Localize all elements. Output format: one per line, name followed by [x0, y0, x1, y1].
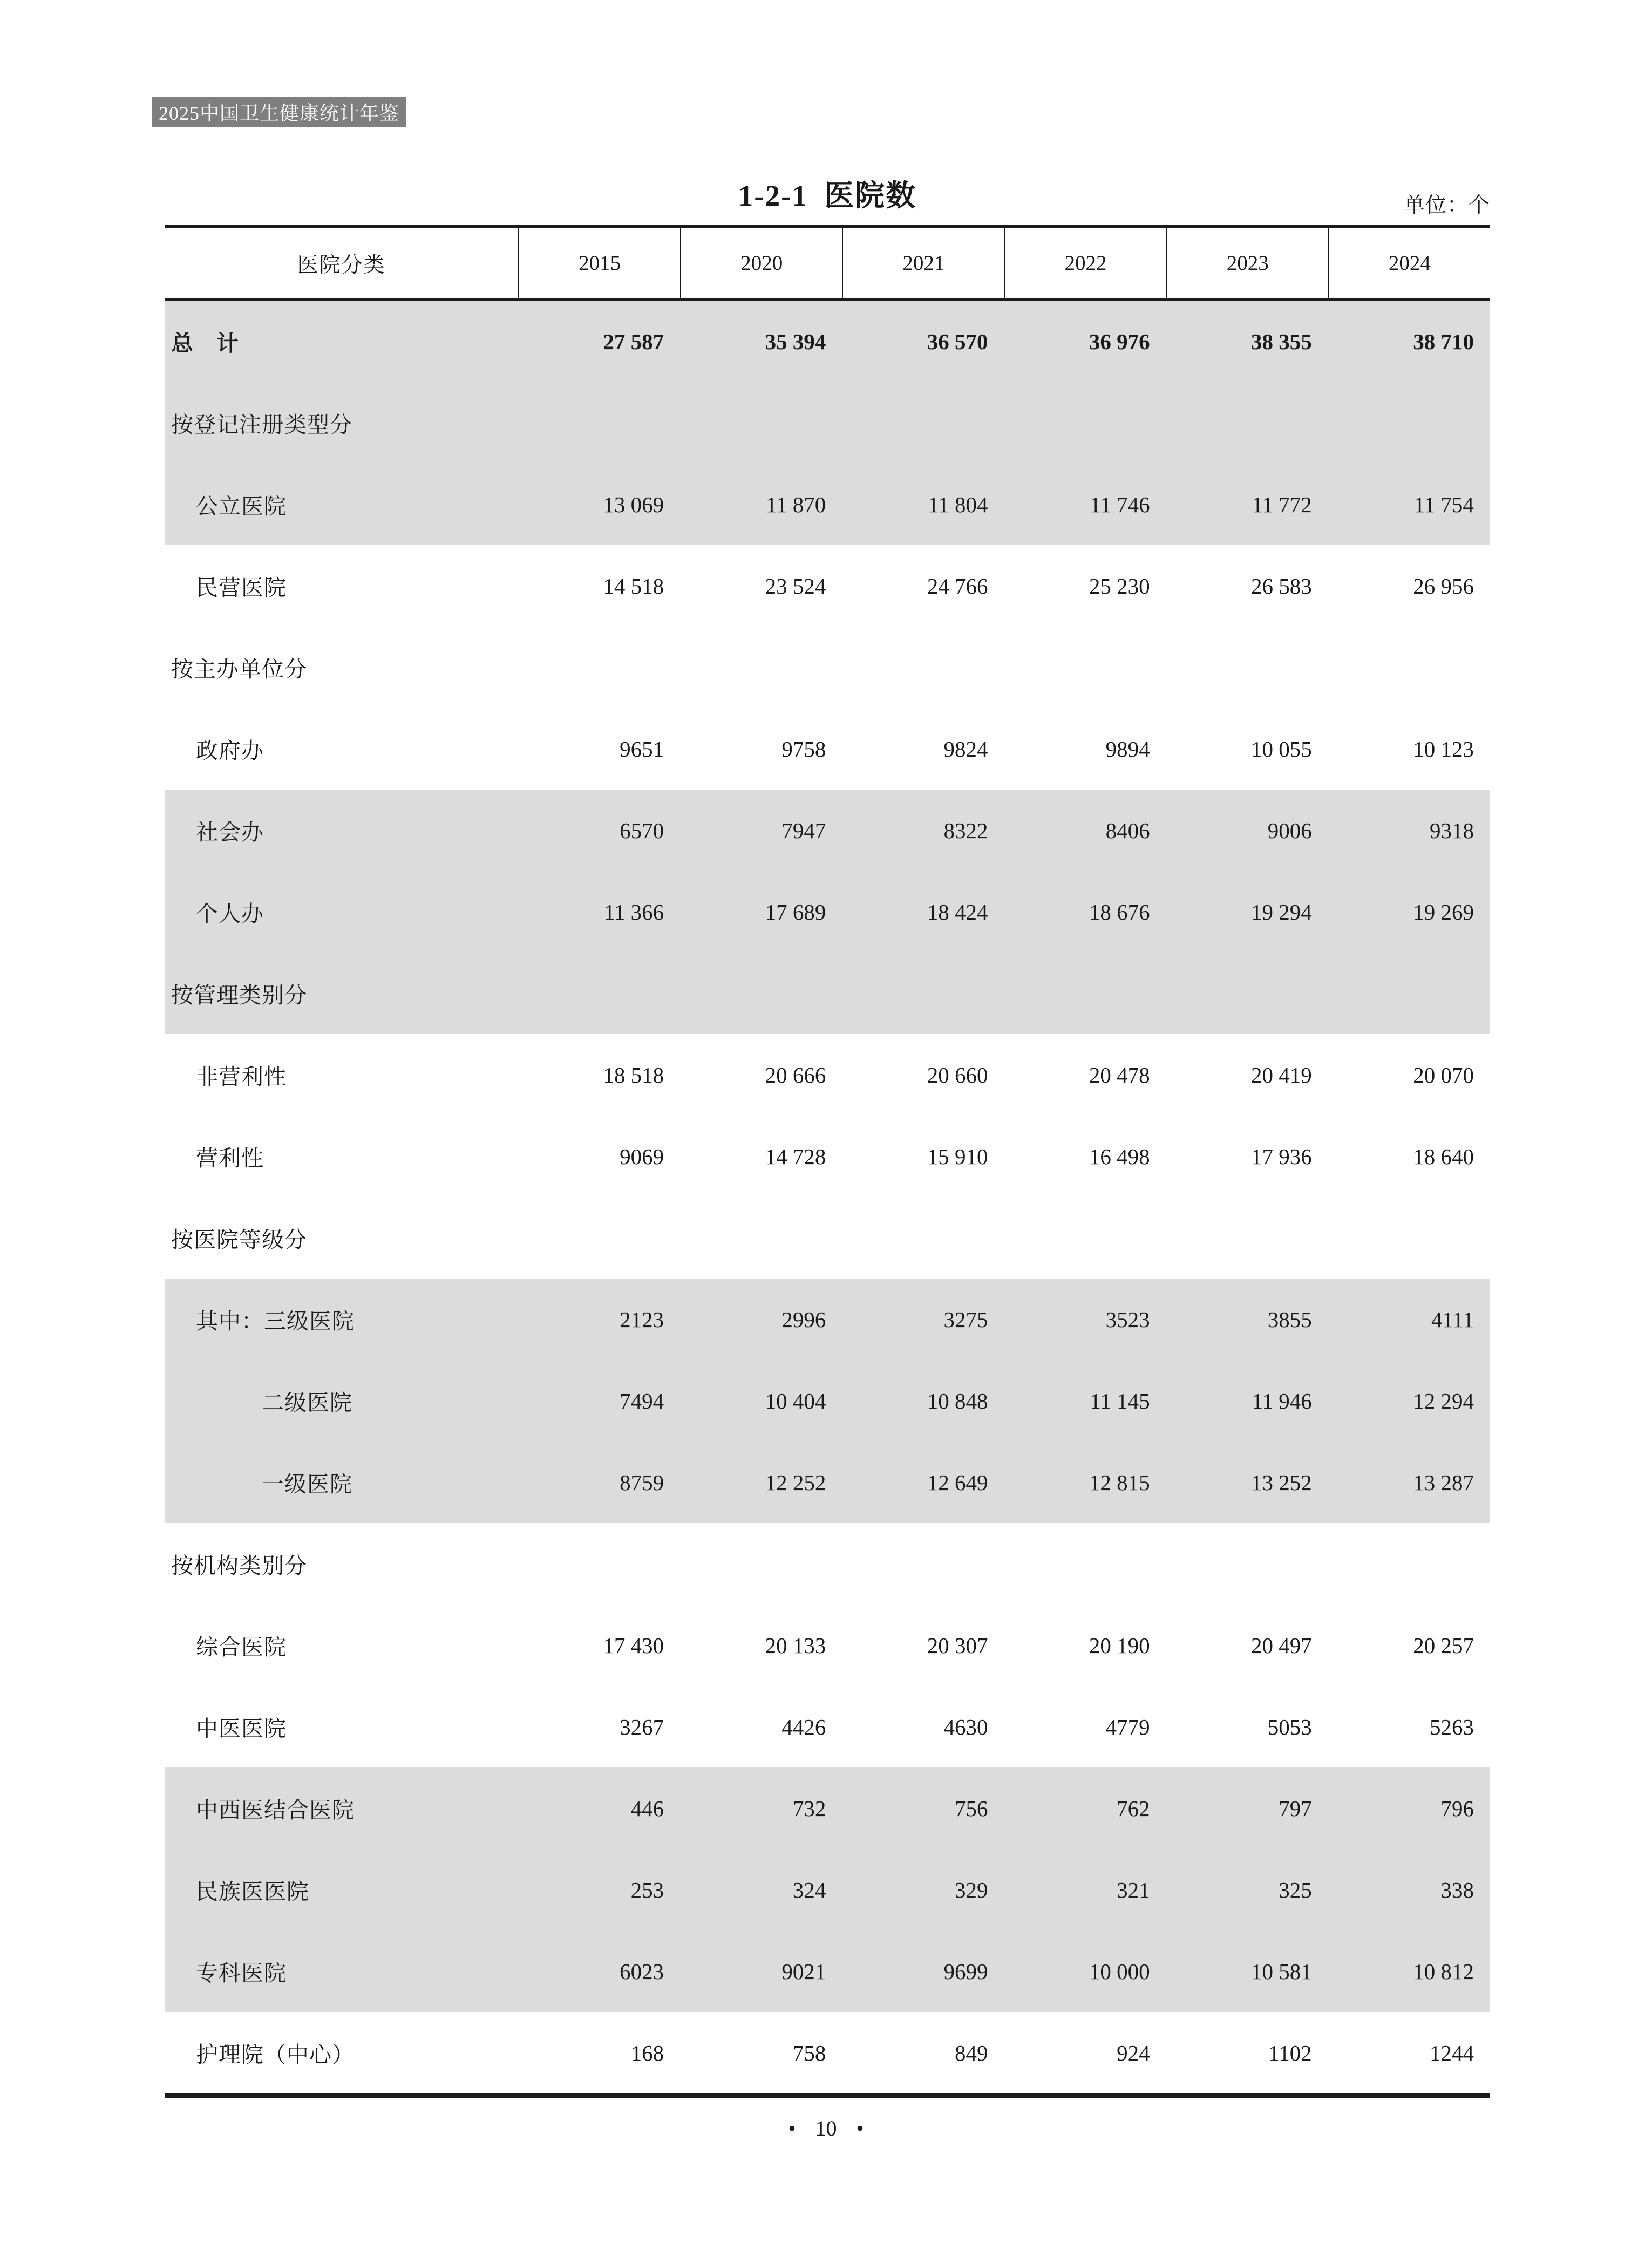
year-column-header: 2024 — [1328, 228, 1490, 298]
table-row — [165, 1604, 1490, 1686]
row-label: 专科医院 — [196, 1961, 287, 1986]
row-label: 民族医医院 — [196, 1879, 309, 1904]
value-cell: 3855 — [1267, 1307, 1312, 1332]
row-label: 个人办 — [196, 901, 264, 926]
value-cell: 16 498 — [1089, 1144, 1150, 1169]
value-cell: 11 772 — [1252, 492, 1312, 517]
row-label: 综合医院 — [196, 1635, 287, 1660]
value-cell: 18 640 — [1413, 1144, 1474, 1169]
row-label: 按医院等级分 — [171, 1227, 307, 1252]
value-cell: 9069 — [620, 1144, 664, 1169]
value-cell: 10 581 — [1251, 1959, 1312, 1984]
value-cell: 9894 — [1105, 736, 1150, 762]
value-cell: 20 133 — [765, 1633, 826, 1658]
row-label: 其中：三级医院 — [196, 1309, 355, 1334]
value-cell: 11 870 — [766, 492, 826, 517]
table-row — [165, 1360, 1490, 1442]
value-cell: 9699 — [943, 1959, 988, 1984]
section-row — [165, 1197, 1490, 1279]
value-cell: 10 812 — [1413, 1959, 1474, 1984]
value-cell: 17 689 — [765, 899, 826, 924]
table-title-text: 医院数 — [824, 179, 917, 212]
section-row — [165, 627, 1490, 708]
value-cell: 18 424 — [927, 899, 988, 924]
value-cell: 762 — [1117, 1796, 1150, 1821]
table-row — [165, 1034, 1490, 1116]
row-label: 按机构类别分 — [171, 1553, 307, 1578]
table-row — [165, 464, 1490, 545]
value-cell: 12 649 — [927, 1470, 988, 1495]
value-cell: 20 660 — [927, 1062, 988, 1087]
value-cell: 20 257 — [1413, 1633, 1474, 1658]
year-column-header: 2022 — [1004, 228, 1166, 298]
value-cell: 10 000 — [1089, 1959, 1150, 1984]
value-cell: 11 946 — [1252, 1388, 1312, 1413]
value-cell: 38 355 — [1251, 329, 1312, 354]
table-row — [165, 1116, 1490, 1197]
value-cell: 4630 — [943, 1714, 988, 1739]
row-label: 政府办 — [196, 738, 264, 763]
value-cell: 797 — [1279, 1796, 1312, 1821]
value-cell: 7947 — [781, 818, 826, 843]
value-cell: 25 230 — [1089, 573, 1150, 599]
value-cell: 20 307 — [927, 1633, 988, 1658]
row-label: 民营医院 — [196, 575, 287, 600]
row-label: 中医医院 — [196, 1716, 287, 1741]
value-cell: 321 — [1117, 1877, 1150, 1902]
value-cell: 758 — [792, 2040, 826, 2065]
year-column-header: 2020 — [680, 228, 842, 298]
table-row — [165, 301, 1490, 382]
value-cell: 8322 — [943, 818, 988, 843]
value-cell: 1102 — [1268, 2040, 1312, 2065]
value-cell: 26 956 — [1413, 573, 1474, 599]
row-label: 一级医院 — [262, 1472, 352, 1497]
value-cell: 18 518 — [603, 1062, 664, 1087]
value-cell: 2123 — [620, 1307, 664, 1332]
value-cell: 8406 — [1105, 818, 1150, 843]
value-cell: 19 269 — [1413, 899, 1474, 924]
value-cell: 20 419 — [1251, 1062, 1312, 1087]
value-cell: 36 570 — [927, 329, 988, 354]
unit-label: 单位：个 — [1403, 194, 1490, 217]
value-cell: 3267 — [620, 1714, 664, 1739]
value-cell: 168 — [630, 2040, 664, 2065]
hospital-count-table — [165, 225, 1490, 2098]
value-cell: 14 728 — [765, 1144, 826, 1169]
table-row — [165, 871, 1490, 953]
table-body — [165, 301, 1490, 2093]
value-cell: 8759 — [620, 1470, 664, 1495]
value-cell: 20 190 — [1089, 1633, 1150, 1658]
row-label: 护理院（中心） — [196, 2042, 355, 2067]
value-cell: 10 404 — [765, 1388, 826, 1413]
value-cell: 38 710 — [1413, 329, 1474, 354]
value-cell: 24 766 — [927, 573, 988, 599]
value-cell: 325 — [1279, 1877, 1312, 1902]
value-cell: 17 936 — [1251, 1144, 1312, 1169]
table-row — [165, 790, 1490, 871]
row-label: 总 计 — [171, 331, 239, 356]
value-cell: 20 478 — [1089, 1062, 1150, 1087]
value-cell: 924 — [1117, 2040, 1150, 2065]
value-cell: 2996 — [781, 1307, 826, 1332]
value-cell: 20 666 — [765, 1062, 826, 1087]
value-cell: 15 910 — [927, 1144, 988, 1169]
row-label: 营利性 — [196, 1146, 264, 1171]
value-cell: 11 804 — [928, 492, 988, 517]
year-column-header: 2023 — [1166, 228, 1328, 298]
value-cell: 12 815 — [1089, 1470, 1150, 1495]
value-cell: 7494 — [620, 1388, 664, 1413]
value-cell: 11 746 — [1090, 492, 1150, 517]
value-cell: 9318 — [1429, 818, 1474, 843]
value-cell: 5053 — [1267, 1714, 1312, 1739]
value-cell: 4111 — [1431, 1307, 1474, 1332]
value-cell: 12 294 — [1413, 1388, 1474, 1413]
value-cell: 5263 — [1429, 1714, 1474, 1739]
row-label: 社会办 — [196, 820, 264, 845]
table-row — [165, 1767, 1490, 1849]
value-cell: 9824 — [943, 736, 988, 762]
value-cell: 17 430 — [603, 1633, 664, 1658]
value-cell: 1244 — [1429, 2040, 1474, 2065]
value-cell: 329 — [954, 1877, 988, 1902]
table-row — [165, 2012, 1490, 2093]
value-cell: 756 — [954, 1796, 988, 1821]
value-cell: 12 252 — [765, 1470, 826, 1495]
table-row — [165, 1442, 1490, 1523]
value-cell: 6570 — [620, 818, 664, 843]
row-label: 二级医院 — [262, 1390, 352, 1415]
yearbook-badge — [152, 97, 406, 127]
value-cell: 9021 — [781, 1959, 826, 1984]
value-cell: 732 — [792, 1796, 826, 1821]
table-row — [165, 545, 1490, 627]
value-cell: 4426 — [781, 1714, 826, 1739]
row-label: 按主办单位分 — [171, 657, 307, 682]
value-cell: 13 069 — [603, 492, 664, 517]
value-cell: 36 976 — [1089, 329, 1150, 354]
row-label: 按管理类别分 — [171, 983, 307, 1008]
table-title — [165, 172, 1490, 214]
value-cell: 18 676 — [1089, 899, 1150, 924]
yearbook-badge-text: 2025中国卫生健康统计年鉴 — [159, 103, 400, 124]
row-label: 公立医院 — [196, 494, 287, 519]
row-label: 按登记注册类型分 — [171, 412, 352, 437]
value-cell: 338 — [1440, 1877, 1474, 1902]
value-cell: 10 055 — [1251, 736, 1312, 762]
value-cell: 19 294 — [1251, 899, 1312, 924]
page-number: • 10 • — [788, 2116, 864, 2140]
value-cell: 10 848 — [927, 1388, 988, 1413]
section-row — [165, 1523, 1490, 1604]
value-cell: 9758 — [781, 736, 826, 762]
value-cell: 11 754 — [1413, 492, 1474, 517]
value-cell: 446 — [630, 1796, 664, 1821]
value-cell: 796 — [1440, 1796, 1474, 1821]
value-cell: 27 587 — [603, 329, 664, 354]
section-row — [165, 953, 1490, 1034]
value-cell: 11 366 — [603, 899, 664, 924]
value-cell: 20 497 — [1251, 1633, 1312, 1658]
table-row — [165, 1279, 1490, 1360]
value-cell: 9651 — [620, 736, 664, 762]
value-cell: 3523 — [1105, 1307, 1150, 1332]
value-cell: 26 583 — [1251, 573, 1312, 599]
row-label: 非营利性 — [196, 1064, 287, 1089]
year-column-header: 2015 — [518, 228, 680, 298]
value-cell: 253 — [630, 1877, 664, 1902]
table-header-row — [165, 228, 1490, 301]
value-cell: 6023 — [620, 1959, 664, 1984]
value-cell: 9006 — [1267, 818, 1312, 843]
table-row — [165, 1849, 1490, 1930]
value-cell: 23 524 — [765, 573, 826, 599]
value-cell: 10 123 — [1413, 736, 1474, 762]
value-cell: 35 394 — [765, 329, 826, 354]
value-cell: 20 070 — [1413, 1062, 1474, 1087]
table-row — [165, 708, 1490, 790]
table-number: 1-2-1 — [738, 179, 808, 212]
value-cell: 3275 — [943, 1307, 988, 1332]
value-cell: 14 518 — [603, 573, 664, 599]
table-row — [165, 1930, 1490, 2012]
value-cell: 4779 — [1105, 1714, 1150, 1739]
value-cell: 13 252 — [1251, 1470, 1312, 1495]
section-row — [165, 382, 1490, 464]
value-cell: 13 287 — [1413, 1470, 1474, 1495]
category-column-header: 医院分类 — [297, 253, 386, 277]
value-cell: 324 — [792, 1877, 826, 1902]
year-column-header: 2021 — [842, 228, 1004, 298]
value-cell: 11 145 — [1090, 1388, 1150, 1413]
value-cell: 849 — [954, 2040, 988, 2065]
row-label: 中西医结合医院 — [196, 1798, 355, 1823]
table-row — [165, 1686, 1490, 1767]
